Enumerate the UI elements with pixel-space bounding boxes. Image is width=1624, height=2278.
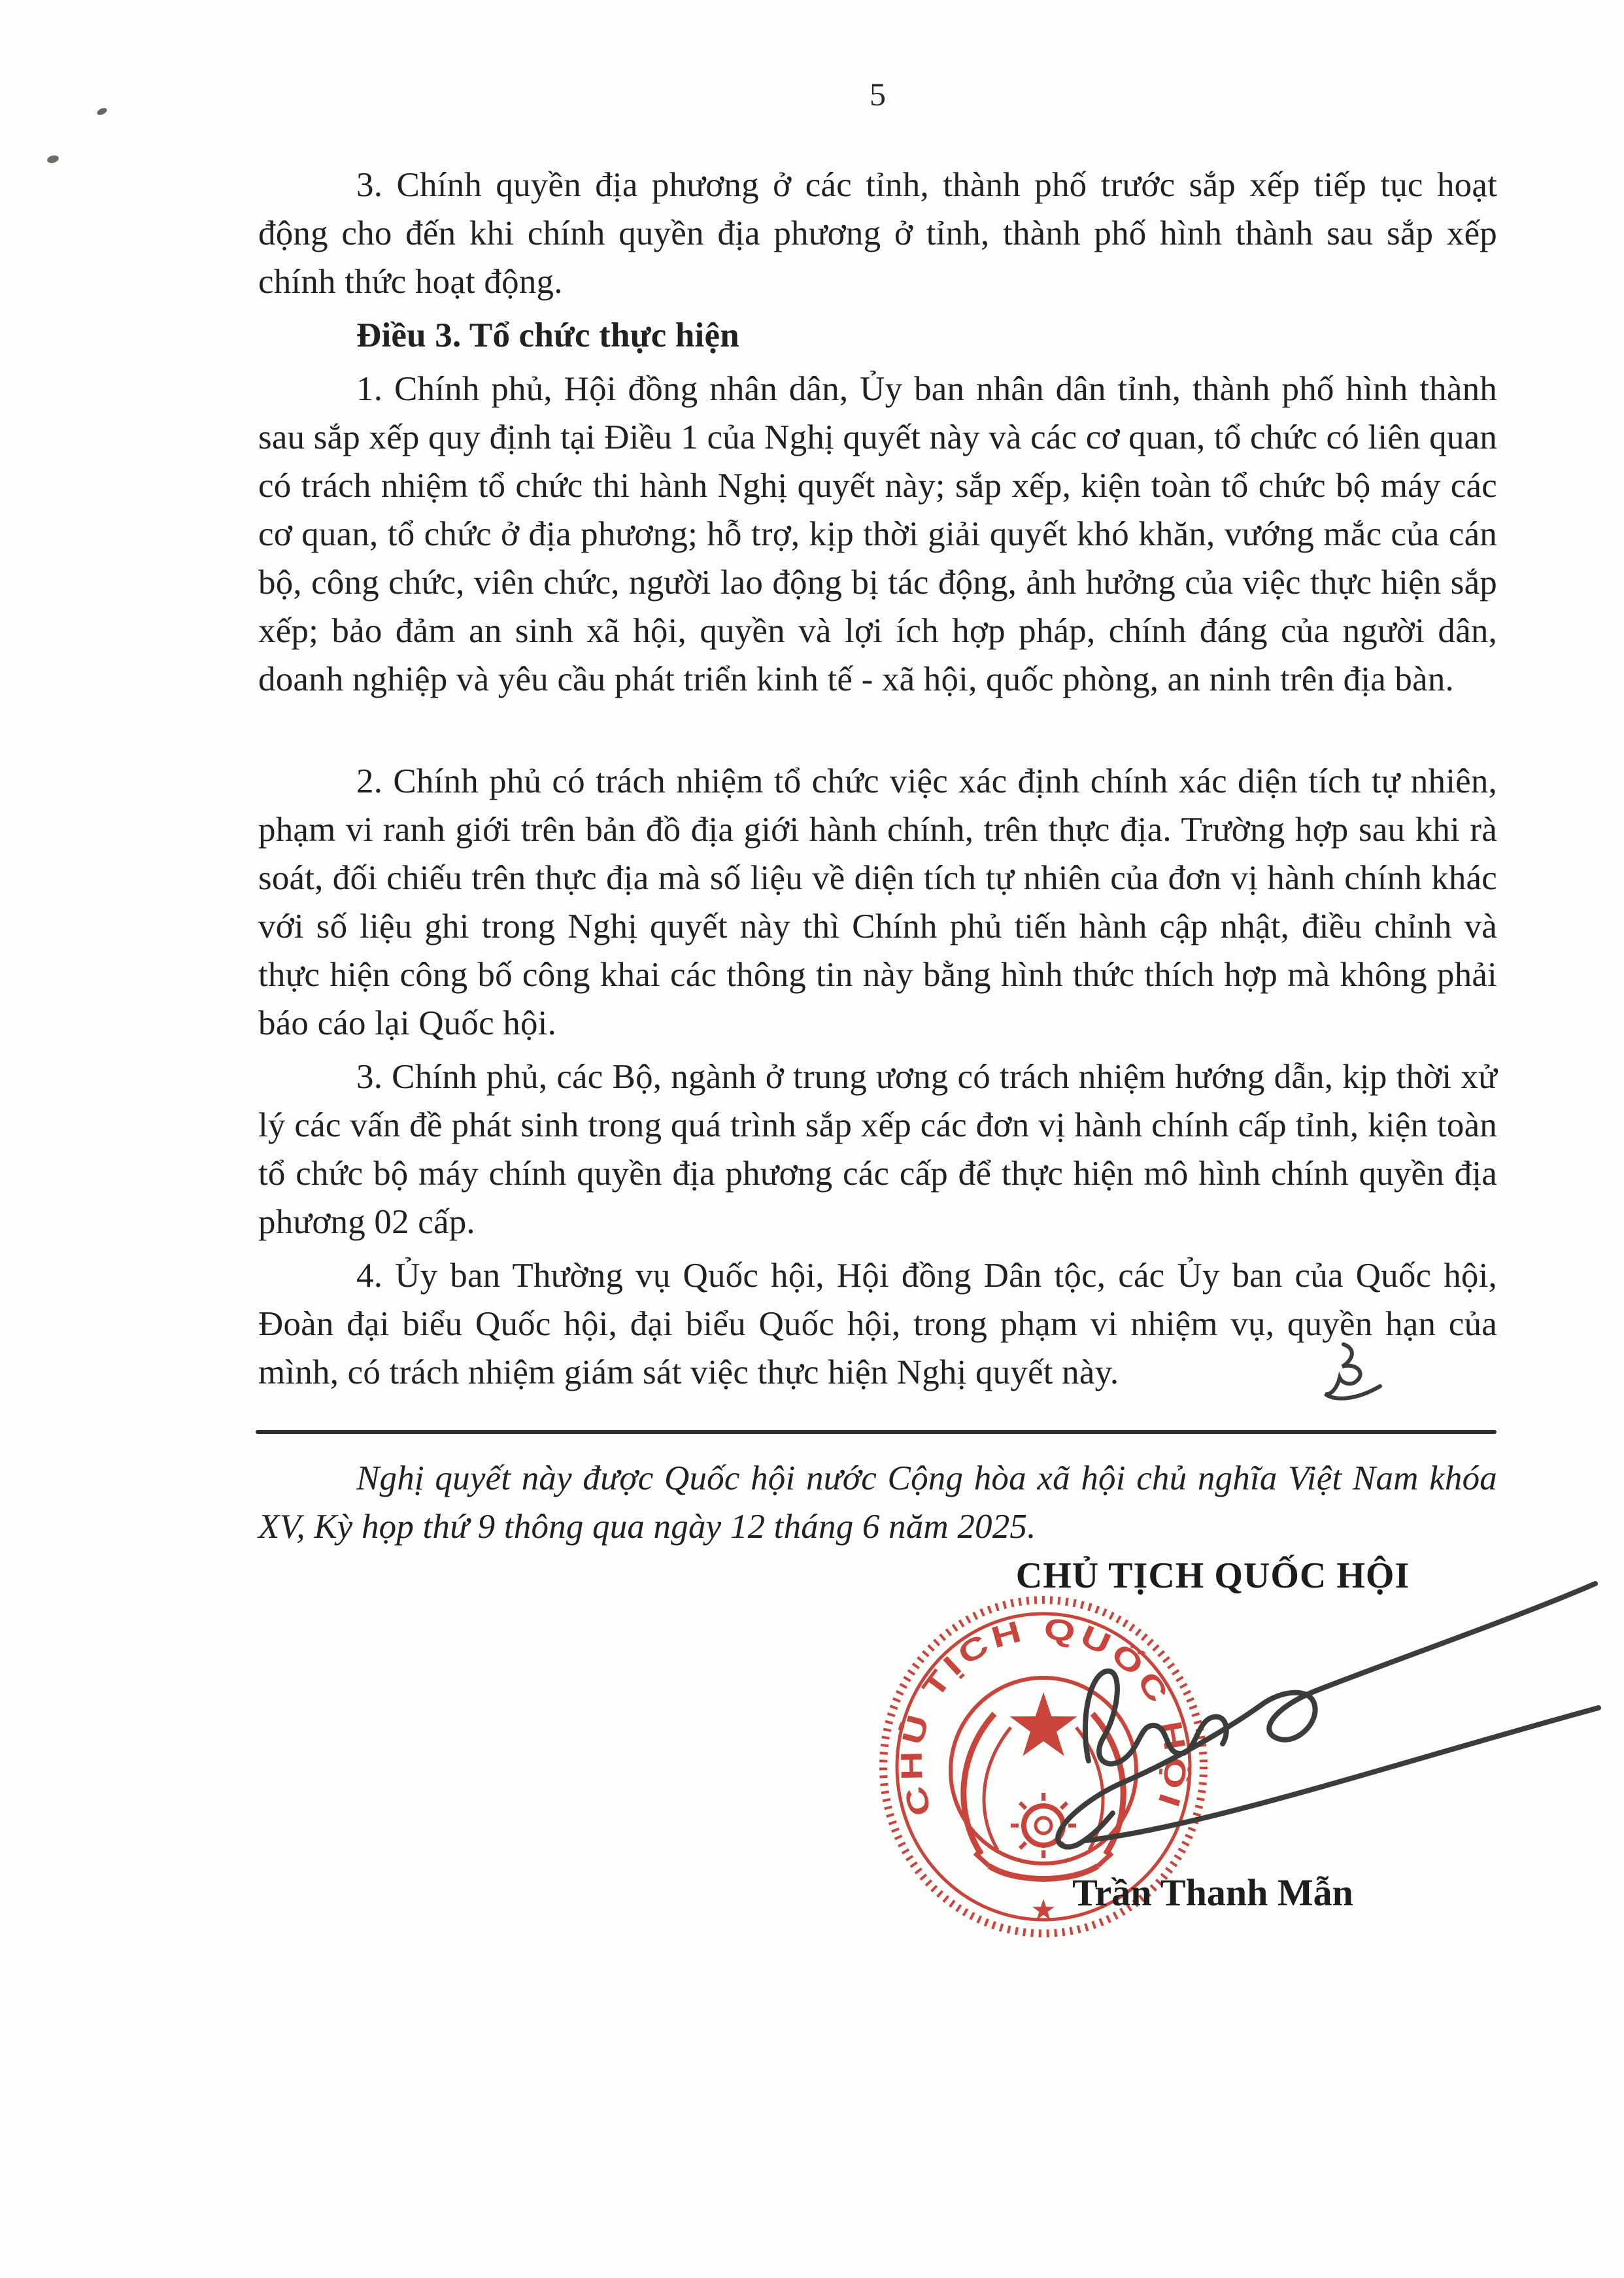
seal-ring-text: CHỦ TỊCH QUỐC HỘI [894, 1610, 1194, 1820]
article-heading: Điều 3. Tổ chức thực hiện [356, 316, 739, 354]
ink-speck [46, 154, 59, 164]
page-number: 5 [870, 76, 886, 112]
ink-flourish-mark [1324, 1340, 1383, 1402]
paragraph-intro-item-3: 3. Chính quyền địa phương ở các tỉnh, thành phố trước sắp xếp tiếp tục hoạt động cho đến khi chính quyền địa phương ở tỉnh, thành phố hình thành sau sắp xếp chính thức hoạt động. [258, 166, 1497, 301]
paragraph-item-1: 1. Chính phủ, Hội đồng nhân dân, Ủy ban nhân dân tỉnh, thành phố hình thành sau sắp xếp quy định tại Điều 1 của Nghị quyết này và các cơ quan, tổ chức có liên quan có trách nhiệm tổ chức thi hành Nghị quyết này; sắp xếp, kiện toàn tổ chức bộ máy các cơ quan, tổ chức ở địa phương; hỗ trợ, kịp thời giải quyết khó khăn, vướng mắc của cán bộ, công chức, viên chức, người lao động bị tác động, ảnh hưởng của việc thực hiện sắp xếp; bảo đảm an sinh xã hội, quyền và lợi ích hợp pháp, chính đáng của người dân, doanh nghiệp và yêu cầu phát triển kinh tế - xã hội, quốc phòng, an ninh trên địa bàn. [258, 370, 1497, 698]
separator-rule [256, 1430, 1497, 1434]
signature-stroke-letters [1085, 1671, 1226, 1764]
closing-note: Nghị quyết này được Quốc hội nước Cộng hòa xã hội chủ nghĩa Việt Nam khóa XV, Kỳ họp thứ 9 thông qua ngày 12 tháng 6 năm 2025. [258, 1459, 1497, 1546]
ink-speck [96, 107, 108, 116]
paragraph-item-2: 2. Chính phủ có trách nhiệm tổ chức việc xác định chính xác diện tích tự nhiên, phạm vi ranh giới trên bản đồ địa giới hành chính, trên thực địa. Trường hợp sau khi rà soát, đối chiếu trên thực địa mà số liệu về diện tích tự nhiên của đơn vị hành chính khác với số liệu ghi trong Nghị quyết này thì Chính phủ tiến hành cập nhật, điều chỉnh và thực hiện công bố công khai các thông tin này bằng hình thức thích hợp mà không phải báo cáo lại Quốc hội. [258, 762, 1497, 1042]
paragraph-item-4: 4. Ủy ban Thường vụ Quốc hội, Hội đồng Dân tộc, các Ủy ban của Quốc hội, Đoàn đại biểu Quốc hội, đại biểu Quốc hội, trong phạm vi nhiệm vụ, quyền hạn của mình, có trách nhiệm giám sát việc thực hiện Nghị quyết này. [258, 1257, 1497, 1391]
signature-ink [1007, 1566, 1624, 1873]
paragraph-item-3: 3. Chính phủ, các Bộ, ngành ở trung ương có trách nhiệm hướng dẫn, kịp thời xử lý các vấn đề phát sinh trong quá trình sắp xếp các đơn vị hành chính cấp tỉnh, kiện toàn tổ chức bộ máy chính quyền địa phương các cấp để thực hiện mô hình chính quyền địa phương 02 cấp. [258, 1058, 1497, 1241]
signature-stroke-main [1058, 1584, 1595, 1847]
signer-title: CHỦ TỊCH QUỐC HỘI [1015, 1556, 1410, 1596]
seal-bottom-star-icon: ★ [1030, 1894, 1057, 1926]
signer-name: Trần Thanh Mẫn [1072, 1871, 1353, 1914]
